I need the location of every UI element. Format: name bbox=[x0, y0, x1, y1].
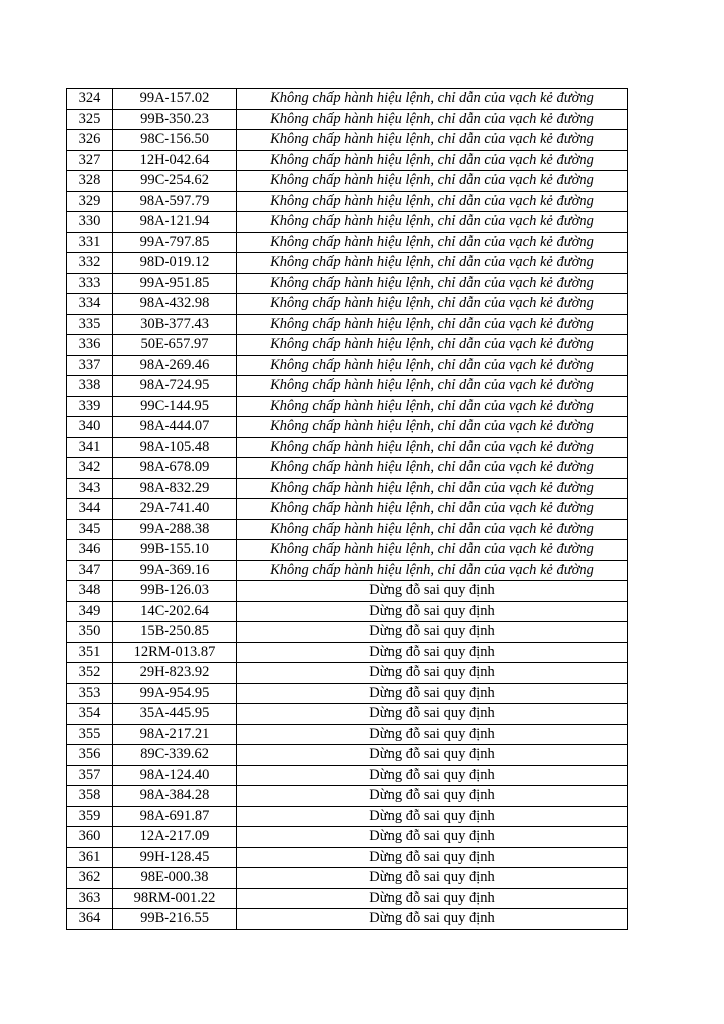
license-plate-cell: 98A-724.95 bbox=[113, 376, 237, 397]
table-row bbox=[67, 581, 628, 602]
license-plate-cell: 98A-432.98 bbox=[113, 294, 237, 315]
violation-cell: Không chấp hành hiệu lệnh, chỉ dẫn của vạch kẻ đường bbox=[237, 499, 628, 520]
violation-cell: Dừng đỗ sai quy định bbox=[237, 724, 628, 745]
row-number-cell: 352 bbox=[67, 663, 113, 684]
license-plate-cell: 99B-155.10 bbox=[113, 540, 237, 561]
table-row bbox=[67, 171, 628, 192]
license-plate-cell: 98D-019.12 bbox=[113, 253, 237, 274]
license-plate-cell: 98A-444.07 bbox=[113, 417, 237, 438]
license-plate-cell: 99C-254.62 bbox=[113, 171, 237, 192]
table-row bbox=[67, 417, 628, 438]
row-number-cell: 331 bbox=[67, 232, 113, 253]
violation-cell: Dừng đỗ sai quy định bbox=[237, 868, 628, 889]
row-number-cell: 340 bbox=[67, 417, 113, 438]
license-plate-cell: 98A-678.09 bbox=[113, 458, 237, 479]
row-number-cell: 356 bbox=[67, 745, 113, 766]
license-plate-cell: 99A-288.38 bbox=[113, 519, 237, 540]
table-row bbox=[67, 806, 628, 827]
row-number-cell: 363 bbox=[67, 888, 113, 909]
row-number-cell: 348 bbox=[67, 581, 113, 602]
row-number-cell: 349 bbox=[67, 601, 113, 622]
row-number-cell: 341 bbox=[67, 437, 113, 458]
license-plate-cell: 12A-217.09 bbox=[113, 827, 237, 848]
violation-cell: Dừng đỗ sai quy định bbox=[237, 806, 628, 827]
license-plate-cell: 30B-377.43 bbox=[113, 314, 237, 335]
table-row bbox=[67, 232, 628, 253]
row-number-cell: 357 bbox=[67, 765, 113, 786]
table-row bbox=[67, 396, 628, 417]
violation-cell: Không chấp hành hiệu lệnh, chỉ dẫn của vạch kẻ đường bbox=[237, 232, 628, 253]
table-row bbox=[67, 109, 628, 130]
violation-cell: Không chấp hành hiệu lệnh, chỉ dẫn của vạch kẻ đường bbox=[237, 273, 628, 294]
license-plate-cell: 98A-269.46 bbox=[113, 355, 237, 376]
row-number-cell: 359 bbox=[67, 806, 113, 827]
violation-cell: Không chấp hành hiệu lệnh, chỉ dẫn của vạch kẻ đường bbox=[237, 294, 628, 315]
violation-cell: Dừng đỗ sai quy định bbox=[237, 683, 628, 704]
license-plate-cell: 98C-156.50 bbox=[113, 130, 237, 151]
table-row bbox=[67, 458, 628, 479]
row-number-cell: 324 bbox=[67, 89, 113, 110]
license-plate-cell: 99C-144.95 bbox=[113, 396, 237, 417]
table-row bbox=[67, 868, 628, 889]
license-plate-cell: 12H-042.64 bbox=[113, 150, 237, 171]
violation-cell: Dừng đỗ sai quy định bbox=[237, 601, 628, 622]
table-row bbox=[67, 540, 628, 561]
license-plate-cell: 35A-445.95 bbox=[113, 704, 237, 725]
violation-cell: Không chấp hành hiệu lệnh, chỉ dẫn của vạch kẻ đường bbox=[237, 109, 628, 130]
row-number-cell: 329 bbox=[67, 191, 113, 212]
license-plate-cell: 98E-000.38 bbox=[113, 868, 237, 889]
license-plate-cell: 99A-951.85 bbox=[113, 273, 237, 294]
table-row bbox=[67, 478, 628, 499]
table-row bbox=[67, 355, 628, 376]
row-number-cell: 335 bbox=[67, 314, 113, 335]
row-number-cell: 337 bbox=[67, 355, 113, 376]
table-row bbox=[67, 273, 628, 294]
table-row bbox=[67, 499, 628, 520]
row-number-cell: 330 bbox=[67, 212, 113, 233]
table-row bbox=[67, 437, 628, 458]
row-number-cell: 327 bbox=[67, 150, 113, 171]
violation-cell: Không chấp hành hiệu lệnh, chỉ dẫn của vạch kẻ đường bbox=[237, 212, 628, 233]
license-plate-cell: 98A-105.48 bbox=[113, 437, 237, 458]
table-row bbox=[67, 663, 628, 684]
license-plate-cell: 98A-124.40 bbox=[113, 765, 237, 786]
license-plate-cell: 99A-797.85 bbox=[113, 232, 237, 253]
row-number-cell: 338 bbox=[67, 376, 113, 397]
violation-cell: Không chấp hành hiệu lệnh, chỉ dẫn của vạch kẻ đường bbox=[237, 396, 628, 417]
row-number-cell: 344 bbox=[67, 499, 113, 520]
row-number-cell: 353 bbox=[67, 683, 113, 704]
table-row bbox=[67, 786, 628, 807]
violation-cell: Dừng đỗ sai quy định bbox=[237, 745, 628, 766]
violation-cell: Không chấp hành hiệu lệnh, chỉ dẫn của vạch kẻ đường bbox=[237, 171, 628, 192]
row-number-cell: 345 bbox=[67, 519, 113, 540]
table-row bbox=[67, 89, 628, 110]
table-row bbox=[67, 130, 628, 151]
table-row bbox=[67, 622, 628, 643]
violation-cell: Không chấp hành hiệu lệnh, chỉ dẫn của vạch kẻ đường bbox=[237, 150, 628, 171]
row-number-cell: 364 bbox=[67, 909, 113, 930]
license-plate-cell: 99B-350.23 bbox=[113, 109, 237, 130]
violation-cell: Dừng đỗ sai quy định bbox=[237, 704, 628, 725]
row-number-cell: 347 bbox=[67, 560, 113, 581]
license-plate-cell: 99B-216.55 bbox=[113, 909, 237, 930]
violation-cell: Dừng đỗ sai quy định bbox=[237, 847, 628, 868]
license-plate-cell: 99A-369.16 bbox=[113, 560, 237, 581]
table-row bbox=[67, 724, 628, 745]
violation-cell: Dừng đỗ sai quy định bbox=[237, 663, 628, 684]
table-row bbox=[67, 191, 628, 212]
license-plate-cell: 98A-691.87 bbox=[113, 806, 237, 827]
table-row bbox=[67, 847, 628, 868]
violations-table bbox=[66, 88, 628, 930]
violation-cell: Không chấp hành hiệu lệnh, chỉ dẫn của vạch kẻ đường bbox=[237, 560, 628, 581]
license-plate-cell: 99A-954.95 bbox=[113, 683, 237, 704]
table-row bbox=[67, 888, 628, 909]
row-number-cell: 342 bbox=[67, 458, 113, 479]
license-plate-cell: 29A-741.40 bbox=[113, 499, 237, 520]
table-row bbox=[67, 519, 628, 540]
row-number-cell: 355 bbox=[67, 724, 113, 745]
violation-cell: Dừng đỗ sai quy định bbox=[237, 786, 628, 807]
license-plate-cell: 89C-339.62 bbox=[113, 745, 237, 766]
violation-cell: Không chấp hành hiệu lệnh, chỉ dẫn của vạch kẻ đường bbox=[237, 458, 628, 479]
license-plate-cell: 12RM-013.87 bbox=[113, 642, 237, 663]
table-row bbox=[67, 704, 628, 725]
row-number-cell: 336 bbox=[67, 335, 113, 356]
row-number-cell: 333 bbox=[67, 273, 113, 294]
table-row bbox=[67, 560, 628, 581]
license-plate-cell: 29H-823.92 bbox=[113, 663, 237, 684]
row-number-cell: 325 bbox=[67, 109, 113, 130]
license-plate-cell: 14C-202.64 bbox=[113, 601, 237, 622]
table-row bbox=[67, 642, 628, 663]
license-plate-cell: 98A-217.21 bbox=[113, 724, 237, 745]
row-number-cell: 362 bbox=[67, 868, 113, 889]
violation-cell: Không chấp hành hiệu lệnh, chỉ dẫn của vạch kẻ đường bbox=[237, 253, 628, 274]
violation-cell: Không chấp hành hiệu lệnh, chỉ dẫn của vạch kẻ đường bbox=[237, 376, 628, 397]
violation-cell: Không chấp hành hiệu lệnh, chỉ dẫn của vạch kẻ đường bbox=[237, 355, 628, 376]
table-row bbox=[67, 376, 628, 397]
violation-cell: Không chấp hành hiệu lệnh, chỉ dẫn của vạch kẻ đường bbox=[237, 130, 628, 151]
table-row bbox=[67, 314, 628, 335]
violation-cell: Không chấp hành hiệu lệnh, chỉ dẫn của vạch kẻ đường bbox=[237, 89, 628, 110]
violation-cell: Không chấp hành hiệu lệnh, chỉ dẫn của vạch kẻ đường bbox=[237, 519, 628, 540]
violation-cell: Không chấp hành hiệu lệnh, chỉ dẫn của vạch kẻ đường bbox=[237, 335, 628, 356]
license-plate-cell: 98A-597.79 bbox=[113, 191, 237, 212]
row-number-cell: 358 bbox=[67, 786, 113, 807]
license-plate-cell: 98A-121.94 bbox=[113, 212, 237, 233]
violation-cell: Không chấp hành hiệu lệnh, chỉ dẫn của vạch kẻ đường bbox=[237, 540, 628, 561]
table-row bbox=[67, 683, 628, 704]
license-plate-cell: 99B-126.03 bbox=[113, 581, 237, 602]
license-plate-cell: 98A-832.29 bbox=[113, 478, 237, 499]
row-number-cell: 328 bbox=[67, 171, 113, 192]
table-row bbox=[67, 212, 628, 233]
license-plate-cell: 98RM-001.22 bbox=[113, 888, 237, 909]
violation-cell: Dừng đỗ sai quy định bbox=[237, 642, 628, 663]
violation-cell: Không chấp hành hiệu lệnh, chỉ dẫn của vạch kẻ đường bbox=[237, 314, 628, 335]
violation-cell: Không chấp hành hiệu lệnh, chỉ dẫn của vạch kẻ đường bbox=[237, 417, 628, 438]
row-number-cell: 326 bbox=[67, 130, 113, 151]
violation-cell: Không chấp hành hiệu lệnh, chỉ dẫn của vạch kẻ đường bbox=[237, 191, 628, 212]
table-row bbox=[67, 745, 628, 766]
row-number-cell: 343 bbox=[67, 478, 113, 499]
license-plate-cell: 50E-657.97 bbox=[113, 335, 237, 356]
row-number-cell: 350 bbox=[67, 622, 113, 643]
table-row bbox=[67, 294, 628, 315]
row-number-cell: 351 bbox=[67, 642, 113, 663]
violation-cell: Dừng đỗ sai quy định bbox=[237, 581, 628, 602]
table-row bbox=[67, 150, 628, 171]
license-plate-cell: 99H-128.45 bbox=[113, 847, 237, 868]
license-plate-cell: 98A-384.28 bbox=[113, 786, 237, 807]
table-row bbox=[67, 335, 628, 356]
table-row bbox=[67, 601, 628, 622]
table-row bbox=[67, 827, 628, 848]
license-plate-cell: 99A-157.02 bbox=[113, 89, 237, 110]
row-number-cell: 332 bbox=[67, 253, 113, 274]
violation-cell: Dừng đỗ sai quy định bbox=[237, 888, 628, 909]
violation-cell: Dừng đỗ sai quy định bbox=[237, 765, 628, 786]
table-row bbox=[67, 909, 628, 930]
table-row bbox=[67, 253, 628, 274]
violation-cell: Không chấp hành hiệu lệnh, chỉ dẫn của vạch kẻ đường bbox=[237, 478, 628, 499]
table-row bbox=[67, 765, 628, 786]
violation-cell: Dừng đỗ sai quy định bbox=[237, 622, 628, 643]
row-number-cell: 346 bbox=[67, 540, 113, 561]
violation-cell: Không chấp hành hiệu lệnh, chỉ dẫn của vạch kẻ đường bbox=[237, 437, 628, 458]
row-number-cell: 354 bbox=[67, 704, 113, 725]
license-plate-cell: 15B-250.85 bbox=[113, 622, 237, 643]
violation-cell: Dừng đỗ sai quy định bbox=[237, 827, 628, 848]
row-number-cell: 339 bbox=[67, 396, 113, 417]
violation-cell: Dừng đỗ sai quy định bbox=[237, 909, 628, 930]
row-number-cell: 334 bbox=[67, 294, 113, 315]
violations-table-body bbox=[67, 89, 628, 930]
row-number-cell: 361 bbox=[67, 847, 113, 868]
row-number-cell: 360 bbox=[67, 827, 113, 848]
